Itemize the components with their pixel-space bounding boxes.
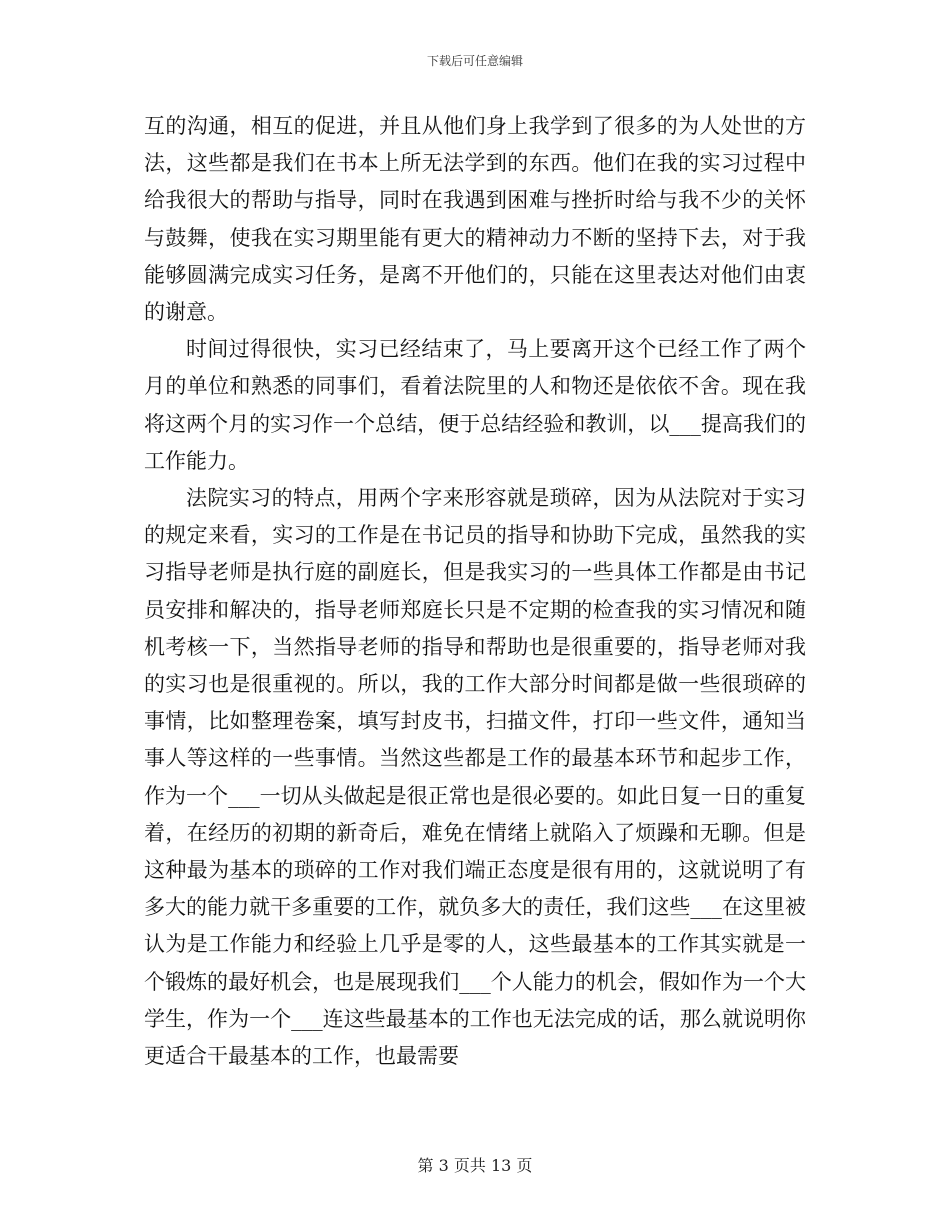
paragraph-continuation: 互的沟通，相互的促进，并且从他们身上我学到了很多的为人处世的方法，这些都是我们在书本上所无法学到的东西。他们在我的实习过程中给我很大的帮助与指导，同时在我遇到困难与挫折时给与我不少的关怀与鼓舞，使我在实习期里能有更大的精神动力不断的坚持下去，对于我能够圆满完成实习任务，是离不开他们的，只能在这里表达对他们由衷的谢意。 xyxy=(144,114,806,325)
document-body xyxy=(144,108,806,1075)
page-footer: 第 3 页共 13 页 xyxy=(417,1156,533,1175)
paragraph-summary-intro: 时间过得很快，实习已经结束了，马上要离开这个已经工作了两个月的单位和熟悉的同事们，看着法院里的人和物还是依依不舍。现在我将这两个月的实习作一个总结，便于总结经验和教训，以___提高我们的工作能力。 xyxy=(144,337,806,473)
paragraph-internship-features: 法院实习的特点，用两个字来形容就是琐碎，因为从法院对于实习的规定来看，实习的工作是在书记员的指导和协助下完成，虽然我的实习指导老师是执行庭的副庭长，但是我实习的一些具体工作都是由书记员安排和解决的，指导老师郑庭长只是不定期的检查我的实习情况和随机考核一下，当然指导老师的指导和帮助也是很重要的，指导老师对我的实习也是很重视的。所以，我的工作大部分时间都是做一些很琐碎的事情，比如整理卷案，填写封皮书，扫描文件，打印一些文件，通知当事人等这样的一些事情。当然这些都是工作的最基本环节和起步工作，作为一个___一切从头做起是很正常也是很必要的。如此日复一日的重复着，在经历的初期的新奇后，难免在情绪上就陷入了烦躁和无聊。但是这种最为基本的琐碎的工作对我们端正态度是很有用的，这就说明了有多大的能力就干多重要的工作，就负多大的责任，我们这些___在这里被认为是工作能力和经验上几乎是零的人，这些最基本的工作其实就是一个锻炼的最好机会，也是展现我们___个人能力的机会，假如作为一个大学生，作为一个___连这些最基本的工作也无法完成的话，那么就说明你更适合干最基本的工作，也最需要 xyxy=(144,486,806,1069)
page-header: 下载后可任意编辑 xyxy=(426,54,523,68)
